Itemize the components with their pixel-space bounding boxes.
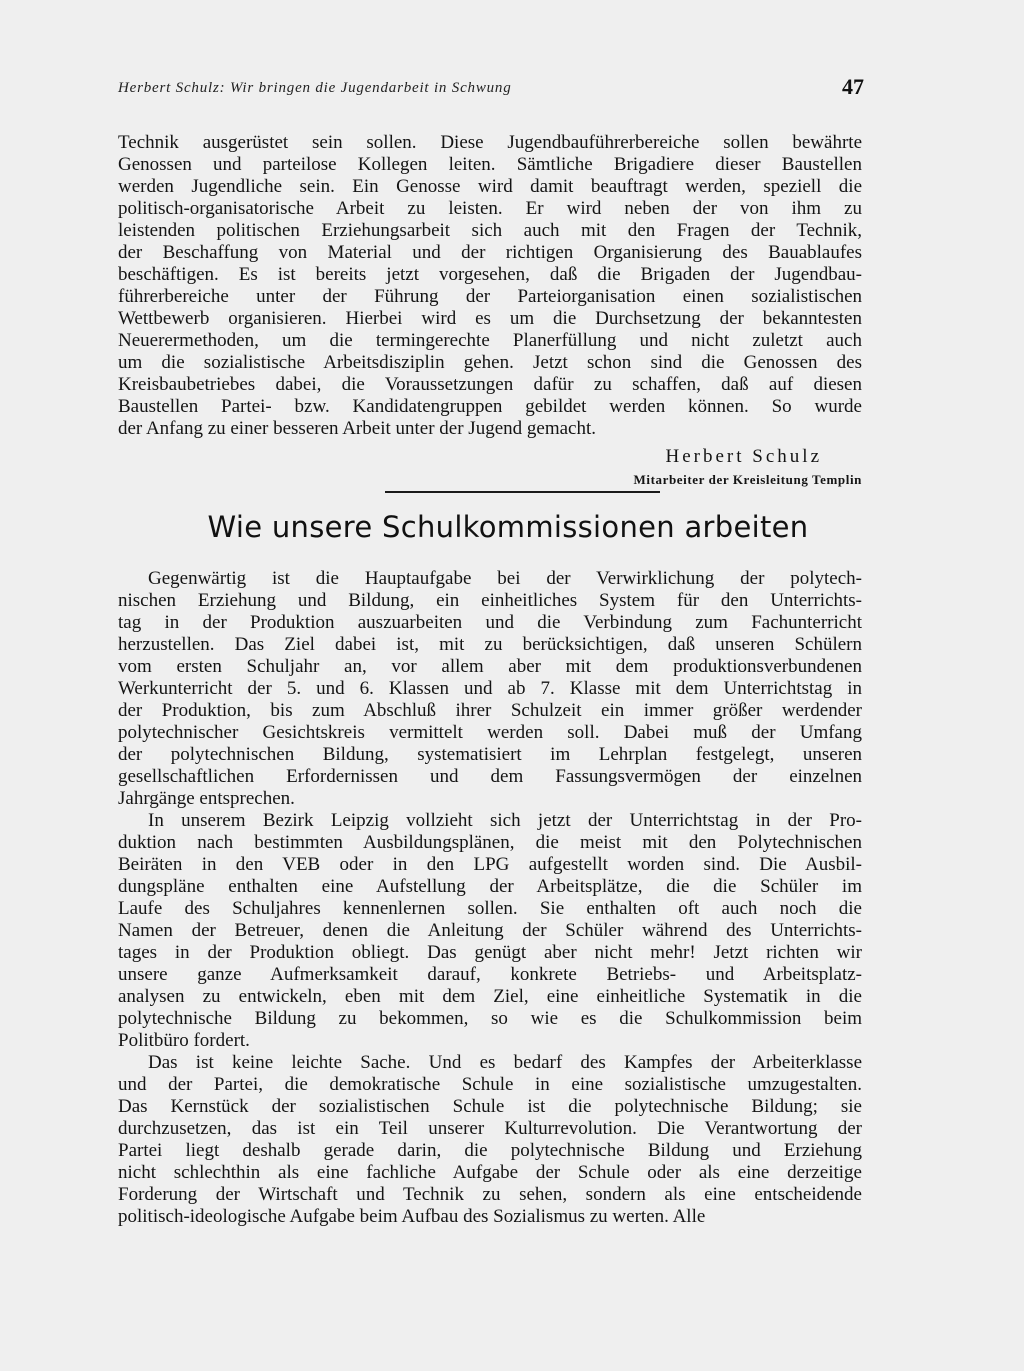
text-line: Das ist keine leichte Sache. Und es bedarf des Kampfes der Arbeiterklasse bbox=[148, 1052, 862, 1073]
text-line: nischen Erziehung und Bildung, ein einheitliches System für den Unterrichts- bbox=[118, 590, 862, 611]
text-line: unsere ganze Aufmerksamkeit darauf, konkrete Betriebs- und Arbeitsplatz- bbox=[118, 964, 862, 985]
page-number: 47 bbox=[842, 74, 864, 99]
article-title: Wie unsere Schulkommissionen arbeiten bbox=[207, 510, 809, 544]
text-line: tag in der Produktion auszuarbeiten und die Verbindung zum Fachunterricht bbox=[118, 612, 862, 633]
text-line: Gegenwärtig ist die Hauptaufgabe bei der Verwirklichung der polytech- bbox=[148, 568, 862, 589]
text-line: Partei liegt deshalb gerade darin, die polytechnische Bildung und Erziehung bbox=[118, 1140, 862, 1161]
text-line: beschäftigen. Es ist bereits jetzt vorgesehen, daß die Brigaden der Jugendbau- bbox=[118, 264, 862, 285]
text-line: Genossen und parteilose Kollegen leiten. Sämtliche Brigadiere dieser Baustellen bbox=[118, 154, 862, 175]
text-line: durchzusetzen, das ist ein Teil unserer Kulturrevolution. Die Verantwortung der bbox=[118, 1118, 862, 1139]
running-head bbox=[118, 76, 866, 100]
text-line: Jahrgänge entsprechen. bbox=[118, 788, 295, 809]
text-line: tages in der Produktion obliegt. Das genügt aber nicht mehr! Jetzt richten wir bbox=[118, 942, 862, 963]
author-role: Mitarbeiter der Kreisleitung Templin bbox=[633, 472, 862, 487]
text-line: Baustellen Partei- bzw. Kandidatengruppen gebildet werden können. So wurde bbox=[118, 396, 862, 417]
text-line: um die sozialistische Arbeitsdisziplin gehen. Jetzt schon sind die Genossen des bbox=[118, 352, 862, 373]
text-line: der polytechnischen Bildung, systematisiert im Lehrplan festgelegt, unseren bbox=[118, 744, 862, 765]
author-name: Herbert Schulz bbox=[665, 446, 822, 467]
text-line: werden Jugendliche sein. Ein Genosse wird damit beauftragt werden, speziell die bbox=[118, 176, 862, 197]
text-line: der Anfang zu einer besseren Arbeit unter der Jugend gemacht. bbox=[118, 418, 596, 439]
text-line: Kreisbaubetriebes dabei, die Voraussetzungen dafür zu schaffen, daß auf diesen bbox=[118, 374, 862, 395]
text-line: nicht schlechthin als eine fachliche Aufgabe der Schule oder als eine derzeitige bbox=[118, 1162, 862, 1183]
text-line: Laufe des Schuljahres kennenlernen sollen. Sie enthalten oft auch noch die bbox=[118, 898, 862, 919]
text-line: Das Kernstück der sozialistischen Schule ist die polytechnische Bildung; sie bbox=[118, 1096, 862, 1117]
text-line: vom ersten Schuljahr an, vor allem aber mit dem produktionsverbundenen bbox=[118, 656, 862, 677]
text-line: der Beschaffung von Material und der richtigen Organisierung des Bauablaufes bbox=[118, 242, 862, 263]
text-line: polytechnischer Gesichtskreis vermittelt werden soll. Dabei muß der Umfang bbox=[118, 722, 862, 743]
text-line: herzustellen. Das Ziel dabei ist, mit zu berücksichtigen, daß unseren Schülern bbox=[118, 634, 862, 655]
text-line: Forderung der Wirtschaft und Technik zu sehen, sondern als eine entscheidende bbox=[118, 1184, 862, 1205]
text-line: Namen der Betreuer, denen die Anleitung der Schüler während des Unterrichts- bbox=[118, 920, 862, 941]
text-line: Technik ausgerüstet sein sollen. Diese Jugendbauführerbereiche sollen bewährte bbox=[118, 132, 862, 153]
text-line: gesellschaftlichen Erfordernissen und dem Fassungsvermögen der einzelnen bbox=[118, 766, 862, 787]
text-line: politisch-organisatorische Arbeit zu leisten. Er wird neben der von ihm zu bbox=[118, 198, 862, 219]
text-line: leistenden politischen Erziehungsarbeit sich auch mit den Fragen der Technik, bbox=[118, 220, 862, 241]
text-line: führerbereiche unter der Führung der Parteiorganisation einen sozialistischen bbox=[118, 286, 862, 307]
text-line: Werkunterricht der 5. und 6. Klassen und ab 7. Klasse mit dem Unterrichtstag in bbox=[118, 678, 862, 699]
text-line: Wettbewerb organisieren. Hierbei wird es um die Durchsetzung der bekanntesten bbox=[118, 308, 862, 329]
text-line: polytechnische Bildung zu bekommen, so wie es die Schulkommission beim bbox=[118, 1008, 862, 1029]
text-line: dungspläne enthalten eine Aufstellung der Arbeitsplätze, die die Schüler im bbox=[118, 876, 862, 897]
text-line: der Produktion, bis zum Abschluß ihrer Schulzeit ein immer größer werdender bbox=[118, 700, 862, 721]
text-line: duktion nach bestimmten Ausbildungsplänen, die meist mit den Polytechnischen bbox=[118, 832, 862, 853]
text-line: analysen zu entwickeln, eben mit dem Ziel, eine einheitliche Systematik in die bbox=[118, 986, 862, 1007]
text-line: politisch-ideologische Aufgabe beim Aufbau des Sozialismus zu werten. Alle bbox=[118, 1206, 706, 1227]
text-line: Neuerermethoden, um die termingerechte Planerfüllung und nicht zuletzt auch bbox=[118, 330, 862, 351]
section-divider bbox=[385, 491, 660, 493]
text-line: In unserem Bezirk Leipzig vollzieht sich jetzt der Unterrichtstag in der Pro- bbox=[148, 810, 862, 831]
text-line: und der Partei, die demokratische Schule in eine sozialistische umzugestalten. bbox=[118, 1074, 862, 1095]
text-line: Beiräten in den VEB oder in den LPG aufgestellt worden sind. Die Ausbil- bbox=[118, 854, 862, 875]
text-line: Politbüro fordert. bbox=[118, 1030, 250, 1051]
running-head-title: Herbert Schulz: Wir bringen die Jugendarbeit in Schwung bbox=[118, 80, 512, 96]
